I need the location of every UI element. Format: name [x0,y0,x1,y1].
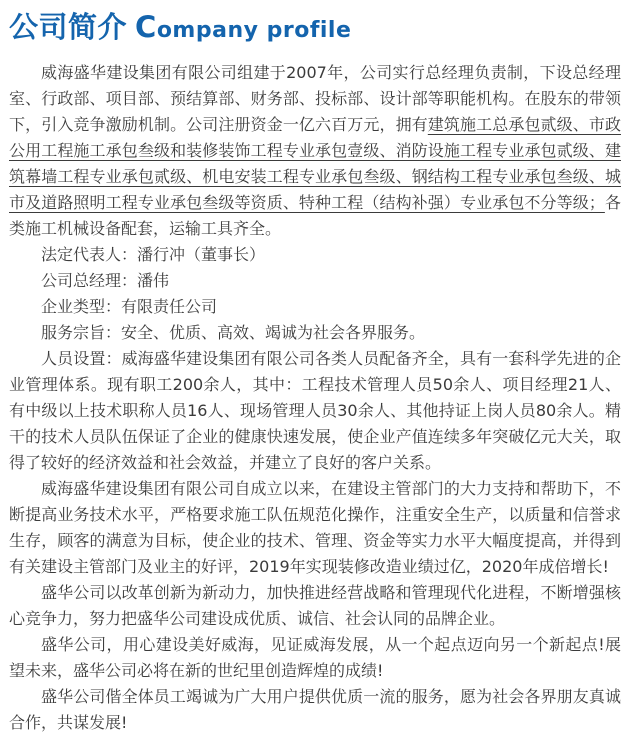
overview-qualifications-underlined: 建筑施工总承包贰级、市政公用工程施工承包叁级和装修装饰工程专业承包壹级、消防设施工程专业承包贰级、建筑幕墙工程专业承包贰级、机电安装工程专业承包叁级、钢结构工程专业承包叁级、城市及道路照明工程专业承包叁级等资质、特种工程（结构补强）专业承包不分等级； [9,115,621,212]
page-title-en-rest: ompany profile [156,18,352,43]
info-line-enterprise-type: 企业类型：有限责任公司 [41,297,218,316]
page-title-cn: 公司简介 [9,10,128,44]
paragraph-achievement: 威海盛华建设集团有限公司自成立以来，在建设主管部门的大力支持和帮助下，不断提高业务技术水平，严格要求施工队伍规范化操作，注重安全生产，以质量和信誉求生存，顾客的满意为目标，使企业的技术、管理、资金等实力水平大幅度提高，并得到有关建设主管部门及业主的好评，2019年实现装修改造业绩过亿，2020年成倍增长! [9,479,621,576]
info-line-legal-representative: 法定代表人：潘行冲（董事长） [41,245,266,264]
info-line-general-manager: 公司总经理：潘伟 [41,271,170,290]
overview-text-post: 各类施工机械设备配套，运输工具齐全。 [9,193,621,238]
paragraph-personnel: 人员设置：威海盛华建设集团有限公司各类人员配备齐全，具有一套科学先进的企业管理体系。现有职工200余人，其中：工程技术管理人员50余人、项目经理21人、有中级以上技术职称人员16人、现场管理人员30余人、其他持证上岗人员80余人。精干的技术人员队伍保证了企业的健康快速发展，使企业产值连续多年突破亿元大关，取得了较好的经济效益和社会效益，并建立了良好的客户关系。 [9,349,621,472]
paragraph-vision: 盛华公司，用心建设美好威海，见证威海发展，从一个起点迈向另一个新起点!展望未来，盛华公司必将在新的世纪里创造辉煌的成绩! [9,635,621,680]
paragraph-closing: 盛华公司偕全体员工竭诚为广大用户提供优质一流的服务，愿为社会各界朋友真诚合作，共谋发展! [9,687,621,732]
paragraph-company-overview [9,60,621,242]
page-title-en-initial: C [135,10,157,44]
paragraph-strategy: 盛华公司以改革创新为新动力，加快推进经营战略和管理现代化进程，不断增强核心竞争力，努力把盛华公司建设成优质、诚信、社会认同的品牌企业。 [9,583,621,628]
info-line-service-motto: 服务宗旨：安全、优质、高效、竭诚为社会各界服务。 [41,323,426,342]
page-title [9,10,621,48]
overview-text-pre: 威海盛华建设集团有限公司组建于2007年，公司实行总经理负责制，下设总经理室、行政部、项目部、预结算部、财务部、投标部、设计部等职能机构。在股东的带领下，引入竞争激励机制。公司注册资金一亿六百万元，拥有 [9,63,621,134]
